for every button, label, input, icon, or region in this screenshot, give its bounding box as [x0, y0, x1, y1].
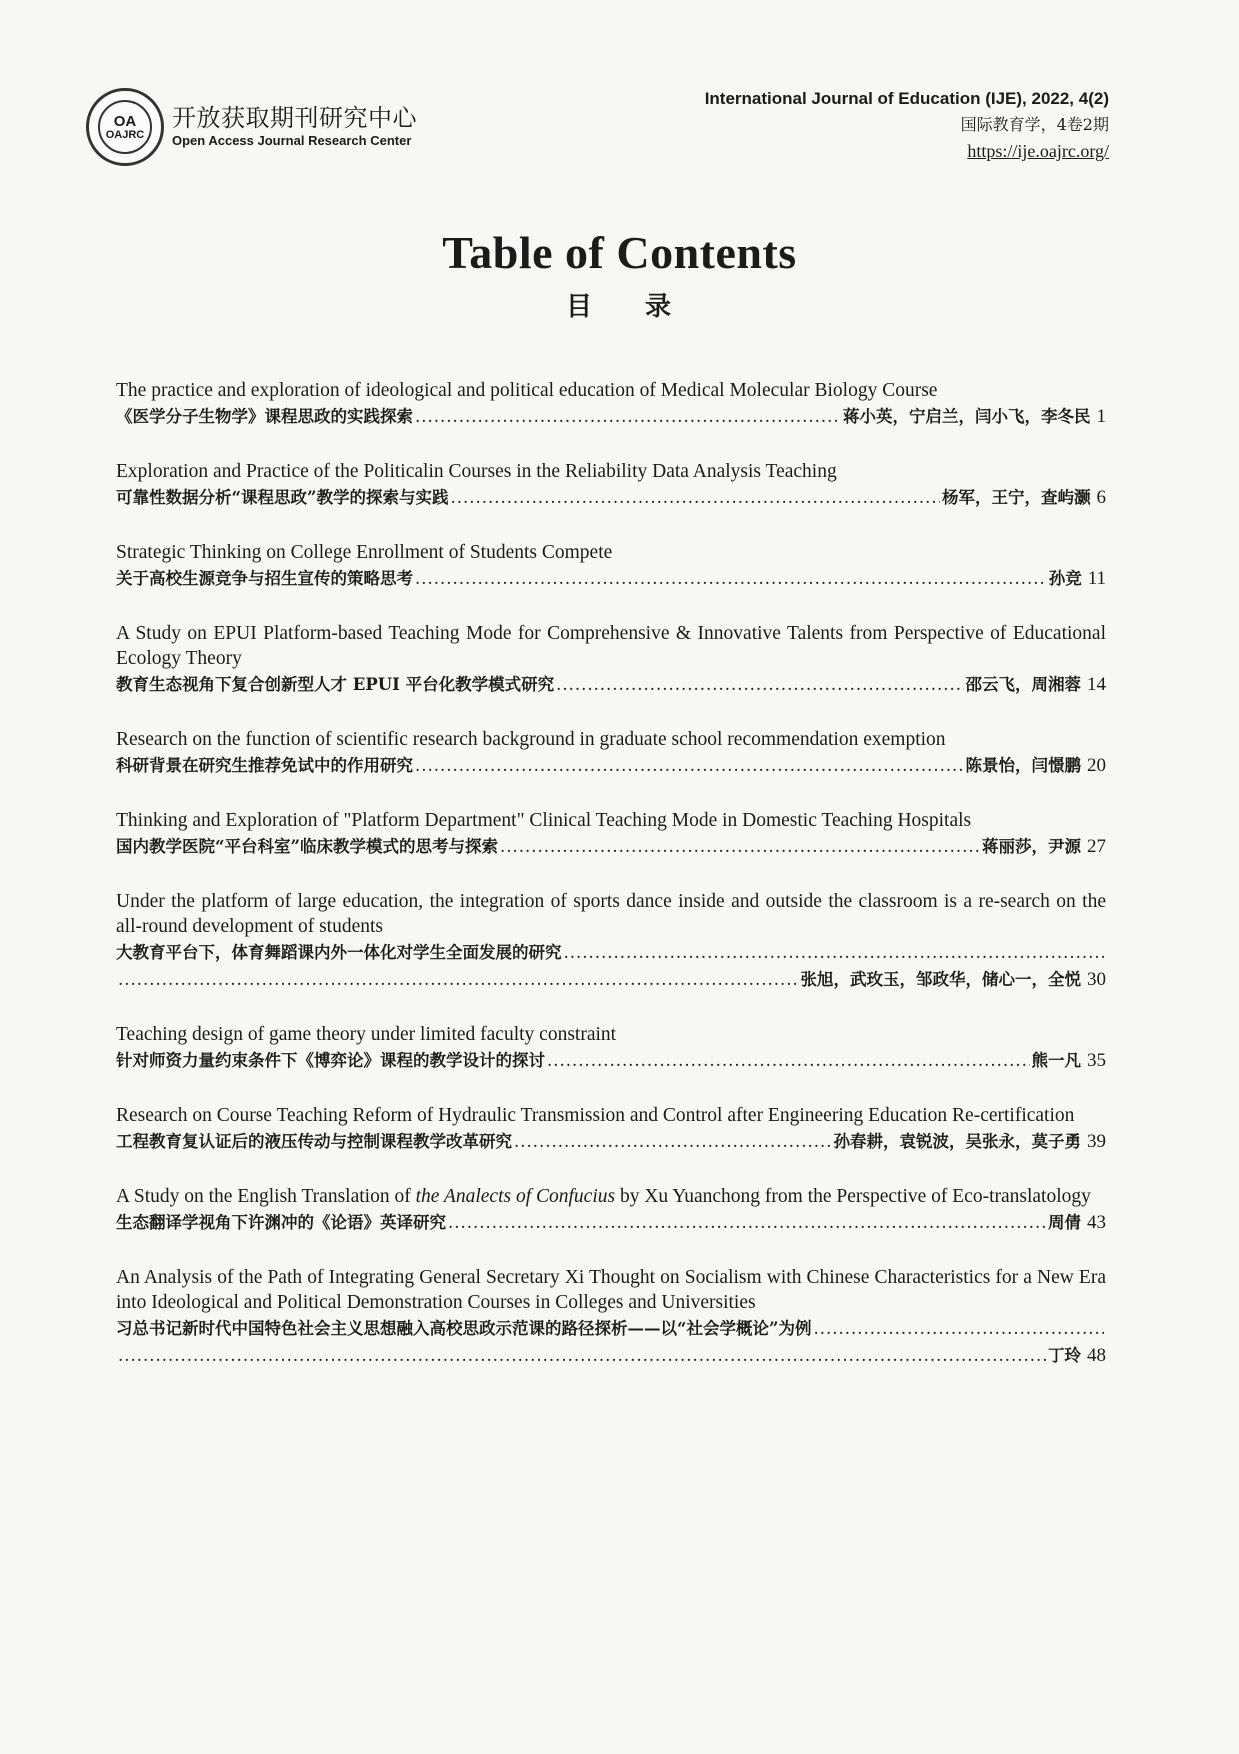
dot-leader	[448, 1209, 1046, 1236]
entry-line	[116, 1342, 1106, 1369]
dot-leader	[415, 403, 841, 430]
toc-entry[interactable]	[116, 1022, 1106, 1074]
logo-seal-inner	[98, 100, 152, 154]
entry-authors: 杨军，王宁，查屿灏	[942, 488, 1091, 507]
entry-line	[116, 671, 1106, 698]
toc-entry[interactable]	[116, 727, 1106, 779]
dot-leader	[500, 833, 980, 860]
entry-title-cn: 科研背景在研究生推荐免试中的作用研究	[116, 756, 413, 775]
entry-page: 30	[1087, 969, 1106, 990]
toc-entry[interactable]	[116, 378, 1106, 430]
entry-line	[116, 966, 1106, 993]
entry-authors: 蒋小英，宁启兰，闫小飞，李冬民	[843, 407, 1091, 426]
toc-entry[interactable]	[116, 1265, 1106, 1369]
entry-title-en-post: by Xu Yuanchong from the Perspective of Eco-translatology	[615, 1186, 1091, 1207]
dot-leader	[813, 1315, 1104, 1342]
org-name-en: Open Access Journal Research Center	[172, 133, 412, 148]
toc-entry[interactable]	[116, 1184, 1106, 1236]
entry-title-en: A Study on EPUI Platform-based Teaching Mode for Comprehensive & Innovative Talents from Perspective of Educational Ecology Theory	[116, 623, 1106, 669]
logo-name: OAJRC	[105, 128, 145, 141]
entry-title-cn: 可靠性数据分析“课程思政”教学的探索与实践	[116, 488, 449, 507]
org-name-cn: 开放获取期刊研究中心	[172, 105, 417, 132]
logo-abbr: OA	[113, 112, 137, 130]
entry-title-en: Research on Course Teaching Reform of Hydraulic Transmission and Control after Engineering Education Re-certification	[116, 1105, 1075, 1126]
entry-authors: 丁玲	[1048, 1346, 1081, 1365]
entry-title-en: The practice and exploration of ideological and political education of Medical Molecular Biology Course	[116, 380, 938, 401]
entry-authors: 蒋丽莎，尹源	[982, 837, 1081, 856]
entry-page: 27	[1087, 836, 1106, 857]
journal-title-cn: 国际教育学，4卷2期	[960, 115, 1109, 134]
entry-title-en: Strategic Thinking on College Enrollment of Students Compete	[116, 542, 613, 563]
dot-leader	[118, 966, 799, 993]
entry-page: 48	[1087, 1345, 1106, 1366]
dot-leader	[415, 565, 1047, 592]
entry-line	[116, 403, 1106, 430]
entry-line	[116, 1047, 1106, 1074]
toc-entry[interactable]	[116, 540, 1106, 592]
entry-title-en: Under the platform of large education, the integration of sports dance inside and outside the classroom is a re-search on the all-round development of students	[116, 891, 1106, 937]
entry-authors: 张旭，武玫玉，邹政华，储心一，全悦	[800, 970, 1081, 989]
dot-leader	[450, 484, 940, 511]
entry-page: 14	[1087, 674, 1106, 695]
entry-page: 20	[1087, 755, 1106, 776]
entry-page: 6	[1096, 487, 1106, 508]
entry-title-en: An Analysis of the Path of Integrating General Secretary Xi Thought on Socialism with Chinese Characteristics for a New Era into Ideological and Political Demonstration Courses in Colleges and Universities	[116, 1267, 1106, 1313]
entry-title-cn: 生态翻译学视角下许渊冲的《论语》英译研究	[116, 1213, 446, 1232]
entry-title-en: Teaching design of game theory under limited faculty constraint	[116, 1024, 617, 1045]
entry-page: 1	[1096, 406, 1106, 427]
entry-authors: 孙竞	[1048, 569, 1082, 588]
entry-page: 11	[1087, 568, 1106, 589]
entry-page: 39	[1087, 1131, 1106, 1152]
page-title: Table of Contents	[442, 227, 797, 278]
dot-leader	[564, 939, 1105, 966]
entry-title-cn: 大教育平台下，体育舞蹈课内外一体化对学生全面发展的研究	[116, 943, 562, 962]
entry-title-en: Research on the function of scientific research background in graduate school recommendation exemption	[116, 729, 946, 750]
entry-authors: 熊一凡	[1031, 1051, 1081, 1070]
journal-url-link[interactable]: https://ije.oajrc.org/	[967, 141, 1109, 161]
toc-entry[interactable]	[116, 808, 1106, 860]
entry-title-cn: 关于高校生源竞争与招生宣传的策略思考	[116, 569, 413, 588]
entry-title-en-italic: the Analects of Confucius	[415, 1186, 616, 1207]
toc-entry[interactable]	[116, 889, 1106, 993]
toc-entry[interactable]	[116, 1103, 1106, 1155]
table-of-contents	[116, 378, 1106, 1398]
entry-line	[116, 1209, 1106, 1236]
journal-title: International Journal of Education (IJE), 2022, 4(2)	[704, 89, 1109, 108]
dot-leader	[547, 1047, 1030, 1074]
page-title-cn: 目 录	[565, 292, 694, 322]
journal-info	[705, 86, 1109, 164]
entry-title-cn: 《医学分子生物学》课程思政的实践探索	[116, 407, 413, 426]
entry-authors: 陈景怡，闫憬鹏	[965, 756, 1081, 775]
entry-title-cn: 教育生态视角下复合创新型人才 EPUI 平台化教学模式研究	[116, 675, 555, 694]
entry-title-en: Thinking and Exploration of "Platform Department" Clinical Teaching Mode in Domestic Teaching Hospitals	[116, 810, 972, 831]
entry-line	[116, 1315, 1106, 1342]
dot-leader	[118, 1342, 1046, 1369]
entry-title-cn: 习总书记新时代中国特色社会主义思想融入高校思政示范课的路径探析——以“社会学概论”为例	[116, 1319, 812, 1338]
entry-title-en: Exploration and Practice of the Politicalin Courses in the Reliability Data Analysis Teaching	[116, 461, 837, 482]
entry-line	[116, 752, 1106, 779]
entry-line	[116, 833, 1106, 860]
logo-text	[172, 105, 417, 149]
entry-authors: 邵云飞，周湘蓉	[965, 675, 1081, 694]
entry-title-en-pre: A Study on the English Translation of	[116, 1186, 416, 1207]
entry-authors: 周倩	[1048, 1213, 1081, 1232]
entry-page: 43	[1087, 1212, 1106, 1233]
entry-line	[116, 484, 1106, 511]
entry-authors: 孙春耕，袁锐波，吴张永，莫子勇	[833, 1132, 1081, 1151]
toc-entry[interactable]	[116, 459, 1106, 511]
entry-title-cn: 针对师资力量约束条件下《博弈论》课程的教学设计的探讨	[116, 1051, 545, 1070]
entry-page: 35	[1087, 1050, 1106, 1071]
entry-title-cn: 工程教育复认证后的液压传动与控制课程教学改革研究	[116, 1132, 512, 1151]
dot-leader	[556, 671, 963, 698]
publisher-logo	[86, 88, 417, 166]
entry-line	[116, 1128, 1106, 1155]
entry-title-cn: 国内教学医院“平台科室”临床教学模式的思考与探索	[116, 837, 498, 856]
dot-leader	[415, 752, 964, 779]
dot-leader	[514, 1128, 832, 1155]
entry-line	[116, 939, 1106, 966]
logo-seal-icon	[86, 88, 164, 166]
entry-line	[116, 565, 1106, 592]
toc-entry[interactable]	[116, 621, 1106, 698]
entry-title-en	[116, 1184, 1106, 1209]
